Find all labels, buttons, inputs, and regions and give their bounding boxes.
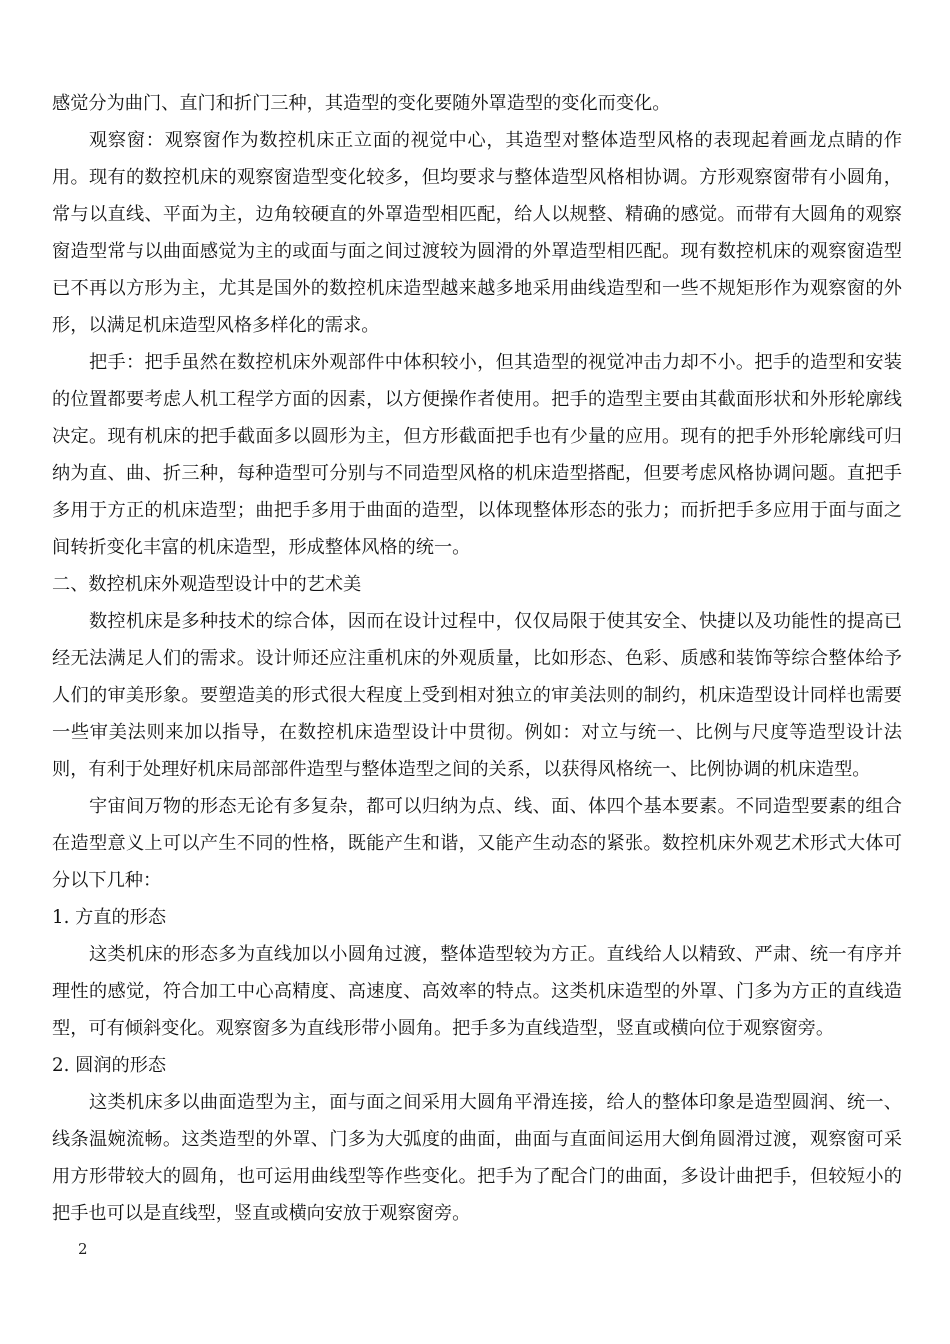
paragraph-square-form: 这类机床的形态多为直线加以小圆角过渡，整体造型较为方正。直线给人以精致、严肃、统一有序并理性的感觉，符合加工中心高精度、高速度、高效率的特点。这类机床造型的外罩、门多为方正的直线造型，可有倾斜变化。观察窗多为直线形带小圆角。把手多为直线造型，竖直或横向位于观察窗旁。 [52, 944, 902, 1039]
paragraph-rounded-form: 这类机床多以曲面造型为主，面与面之间采用大圆角平滑连接，给人的整体印象是造型圆润、统一、线条温婉流畅。这类造型的外罩、门多为大弧度的曲面，曲面与直面间运用大倒角圆滑过渡，观察窗可采用方形带较大的圆角，也可运用曲线型等作些变化。把手为了配合门的曲面，多设计曲把手，但较短小的把手也可以是直线型，竖直或横向安放于观察窗旁。 [52, 1092, 902, 1224]
paragraph-handle: 把手：把手虽然在数控机床外观部件中体积较小，但其造型的视觉冲击力却不小。把手的造型和安装的位置都要考虑人机工程学方面的因素，以方便操作者使用。把手的造型主要由其截面形状和外形轮廓线决定。现有机床的把手截面多以圆形为主，但方形截面把手也有少量的应用。现有的把手外形轮廓线可归纳为直、曲、折三种，每种造型可分别与不同造型风格的机床造型搭配，但要考虑风格协调问题。直把手多用于方正的机床造型；曲把手多用于曲面的造型，以体现整体形态的张力；而折把手多应用于面与面之间转折变化丰富的机床造型，形成整体风格的统一。 [52, 352, 902, 558]
document-page [52, 85, 902, 1232]
subheading-rounded-form: 2. 圆润的形态 [52, 1055, 167, 1076]
paragraph-observation-window: 观察窗：观察窗作为数控机床正立面的视觉中心，其造型对整体造型风格的表现起着画龙点睛的作用。现有的数控机床的观察窗造型变化较多，但均要求与整体造型风格相协调。方形观察窗带有小圆角，常与以直线、平面为主，边角较硬直的外罩造型相匹配，给人以规整、精确的感觉。而带有大圆角的观察窗造型常与以曲面感觉为主的或面与面之间过渡较为圆滑的外罩造型相匹配。现有数控机床的观察窗造型已不再以方形为主，尤其是国外的数控机床造型越来越多地采用曲线造型和一些不规矩形作为观察窗的外形，以满足机床造型风格多样化的需求。 [52, 130, 902, 336]
paragraph-cnc-aesthetics: 数控机床是多种技术的综合体，因而在设计过程中，仅仅局限于使其安全、快捷以及功能性的提高已经无法满足人们的需求。设计师还应注重机床的外观质量，比如形态、色彩、质感和装饰等综合整体给予人们的审美形象。要塑造美的形式很大程度上受到相对独立的审美法则的制约，机床造型设计同样也需要一些审美法则来加以指导，在数控机床造型设计中贯彻。例如：对立与统一、比例与尺度等造型设计法则，有利于处理好机床局部部件造型与整体造型之间的关系，以获得风格统一、比例协调的机床造型。 [52, 611, 902, 780]
subheading-square-form: 1. 方直的形态 [52, 907, 167, 928]
section-heading-artistic-beauty: 二、数控机床外观造型设计中的艺术美 [52, 574, 362, 595]
paragraph-form-elements: 宇宙间万物的形态无论有多复杂，都可以归纳为点、线、面、体四个基本要素。不同造型要素的组合在造型意义上可以产生不同的性格，既能产生和谐，又能产生动态的紧张。数控机床外观艺术形式大体可分以下几种： [52, 796, 902, 891]
paragraph-door-continuation: 感觉分为曲门、直门和折门三种，其造型的变化要随外罩造型的变化而变化。 [52, 93, 671, 114]
page-number: 2 [78, 1240, 88, 1258]
